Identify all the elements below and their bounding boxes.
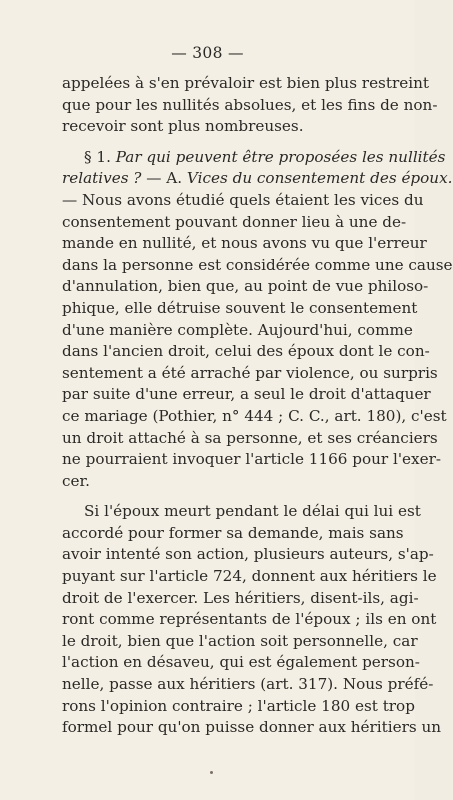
ink-speck bbox=[210, 771, 213, 774]
text-line: nelle, passe aux héritiers (art. 317). Nous préfé- bbox=[62, 675, 434, 694]
text-line: ce mariage (Pothier, n° 444 ; C. C., art. 180), c'est bbox=[62, 406, 447, 425]
text-line: d'annulation, bien que, au point de vue philoso- bbox=[62, 277, 429, 296]
text-line: formel pour qu'on puisse donner aux héritiers un bbox=[62, 718, 442, 737]
section-title-end: relatives ? bbox=[62, 169, 142, 188]
text-line: ront comme représentants de l'époux ; ils en ont bbox=[62, 610, 437, 629]
text-line: Si l'époux meurt pendant le délai qui lui est bbox=[84, 502, 421, 521]
text-line: dans la personne est considérée comme une cause bbox=[62, 255, 453, 274]
text-line: avoir intenté son action, plusieurs auteurs, s'ap- bbox=[62, 545, 434, 564]
text-line: droit de l'exercer. Les héritiers, disent-ils, agi- bbox=[62, 588, 419, 607]
text-line: rons l'opinion contraire ; l'article 180 est trop bbox=[62, 696, 415, 715]
text-line: sentement a été arraché par violence, ou surpris bbox=[62, 363, 438, 382]
section-heading-cont bbox=[62, 168, 453, 190]
text-line: puyant sur l'article 724, donnent aux héritiers le bbox=[62, 567, 437, 586]
text-line: un droit attaché à sa personne, et ses créanciers bbox=[62, 428, 438, 447]
body-text bbox=[62, 73, 453, 739]
text-line: que pour les nullités absolues, et les fins de non- bbox=[62, 95, 438, 114]
page-number: — 308 — bbox=[171, 44, 244, 62]
section-letter: — A. bbox=[141, 169, 183, 188]
text-line: — Nous avons étudié quels étaient les vices du bbox=[62, 190, 424, 209]
text-line: le droit, bien que l'action soit personnelle, car bbox=[62, 631, 418, 650]
text-line: accordé pour former sa demande, mais sans bbox=[62, 523, 404, 542]
text-line: mande en nullité, et nous avons vu que l'erreur bbox=[62, 234, 427, 253]
text-line: d'une manière complète. Aujourd'hui, comme bbox=[62, 320, 413, 339]
section-subtitle: Vices du consentement des époux. bbox=[186, 169, 453, 188]
text-line: cer. bbox=[62, 471, 90, 490]
text-line: l'action en désaveu, qui est également person- bbox=[62, 653, 420, 672]
text-line: ne pourraient invoquer l'article 1166 pour l'exer- bbox=[62, 450, 441, 469]
section-heading bbox=[62, 147, 446, 169]
section-number: § 1. bbox=[84, 147, 111, 166]
section-title: Par qui peuvent être proposées les nullités bbox=[115, 147, 446, 166]
text-line: consentement pouvant donner lieu à une de- bbox=[62, 212, 407, 231]
text-line: appelées à s'en prévaloir est bien plus restreint bbox=[62, 74, 429, 92]
text-line: recevoir sont plus nombreuses. bbox=[62, 117, 304, 136]
text-line: phique, elle détruise souvent le consentement bbox=[62, 298, 418, 317]
text-line: dans l'ancien droit, celui des époux dont le con- bbox=[62, 342, 430, 361]
text-line: par suite d'une erreur, a seul le droit d'attaquer bbox=[62, 385, 431, 404]
